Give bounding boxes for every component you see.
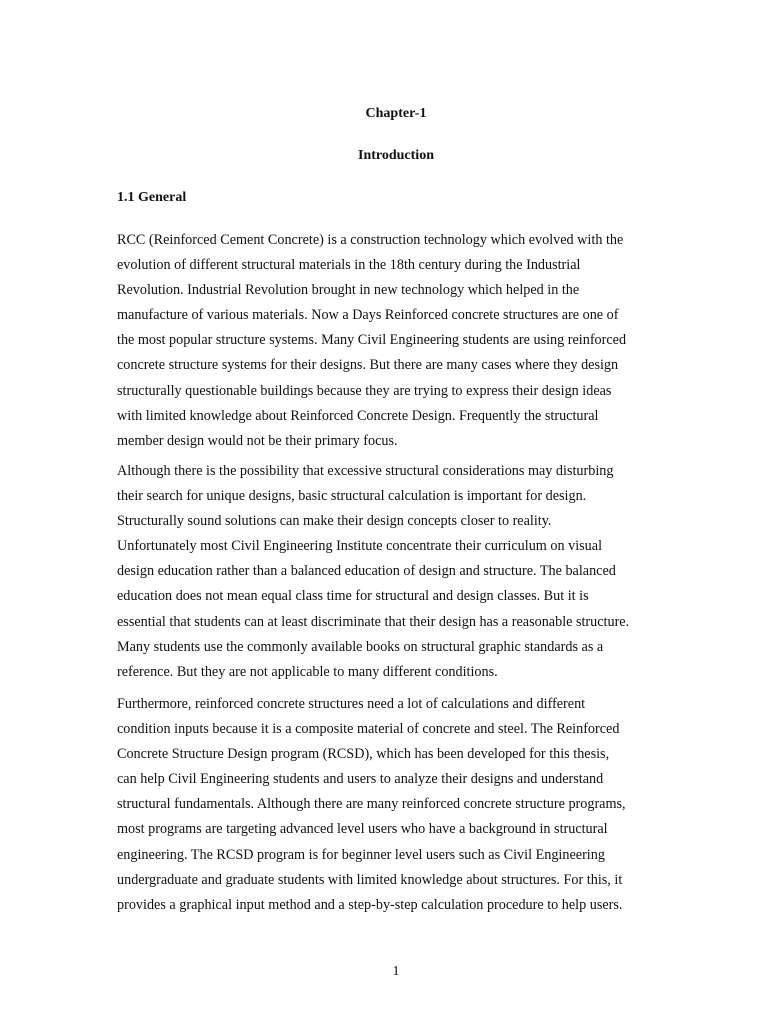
paragraph-line: essential that students can at least discriminate that their design has a reasonable structure. — [117, 613, 630, 630]
paragraph-line: Many students use the commonly available books on structural graphic standards as a — [117, 638, 604, 655]
paragraph-line: Although there is the possibility that excessive structural considerations may disturbing — [117, 463, 614, 479]
paragraph-line: reference. But they are not applicable to many different conditions. — [117, 663, 498, 680]
paragraph-line: Furthermore, reinforced concrete structures need a lot of calculations and different — [117, 696, 586, 712]
paragraph-line: concrete structure systems for their designs. But there are many cases where they design — [117, 357, 619, 374]
paragraph-line: condition inputs because it is a composite material of concrete and steel. The Reinforced — [117, 721, 620, 738]
paragraph-line: member design would not be their primary focus. — [117, 432, 398, 449]
paragraph-line: Structurally sound solutions can make their design concepts closer to reality. — [117, 513, 552, 530]
paragraph-line: engineering. The RCSD program is for beginner level users such as Civil Engineering — [117, 846, 605, 863]
section-title: 1.1 General — [117, 190, 187, 205]
paragraph-line: Revolution. Industrial Revolution brought in new technology which helped in the — [117, 282, 580, 299]
page-number: 1 — [392, 964, 400, 979]
chapter-title: Chapter-1 — [365, 106, 427, 121]
paragraph-line: evolution of different structural materials in the 18th century during the Industrial — [117, 257, 581, 274]
paragraph-line: RCC (Reinforced Cement Concrete) is a construction technology which evolved with the — [117, 232, 624, 248]
paragraph-line: structurally questionable buildings because they are trying to express their design ideas — [117, 382, 612, 399]
paragraph-line: education does not mean equal class time for structural and design classes. But it is — [117, 588, 589, 605]
paragraph-line: Concrete Structure Design program (RCSD), which has been developed for this thesis, — [117, 746, 610, 763]
paragraph-1 — [117, 228, 682, 454]
paragraph-3 — [117, 692, 682, 918]
page-heading: Introduction — [358, 148, 434, 163]
paragraph-line: provides a graphical input method and a step-by-step calculation procedure to help users. — [117, 896, 623, 913]
paragraph-line: with limited knowledge about Reinforced Concrete Design. Frequently the structural — [117, 407, 599, 424]
paragraph-line: can help Civil Engineering students and users to analyze their designs and understand — [117, 771, 604, 788]
paragraph-line: the most popular structure systems. Many Civil Engineering students are using reinforced — [117, 332, 627, 349]
paragraph-line: manufacture of various materials. Now a Days Reinforced concrete structures are one of — [117, 307, 619, 324]
paragraph-line: Unfortunately most Civil Engineering Institute concentrate their curriculum on visual — [117, 538, 603, 555]
paragraph-line: design education rather than a balanced education of design and structure. The balanced — [117, 563, 616, 580]
paragraph-line: undergraduate and graduate students with limited knowledge about structures. For this, it — [117, 871, 623, 888]
paragraph-line: most programs are targeting advanced level users who have a background in structural — [117, 821, 608, 838]
paragraph-line: their search for unique designs, basic structural calculation is important for design. — [117, 488, 587, 505]
paragraph-2 — [117, 459, 682, 685]
paragraph-line: structural fundamentals. Although there are many reinforced concrete structure programs, — [117, 796, 626, 813]
